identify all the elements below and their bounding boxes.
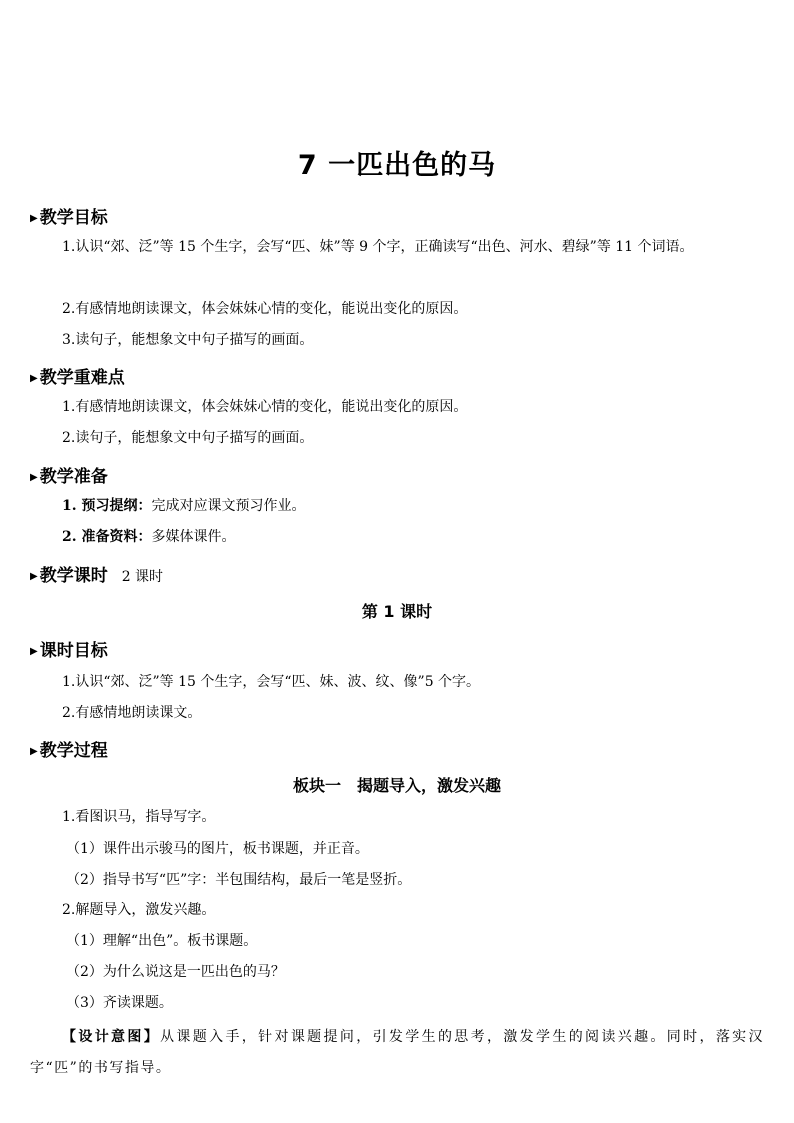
process-line: （2）为什么说这是一匹出色的马？	[66, 964, 285, 980]
prep-item-2	[30, 523, 794, 552]
section-heading-keypoints	[30, 363, 125, 388]
keypoint-item-2: 2.读句子，能想象文中句子描写的画面。	[62, 430, 314, 446]
process-line: （1）理解“出色”。板书课题。	[66, 933, 258, 949]
design-text: 从课题入手，针对课题提问，引发学生的思考，激发学生的阅读兴趣。同时，落实汉字“匹”的书写指导。	[30, 1029, 765, 1076]
prep-label: 2. 准备资料：	[62, 529, 152, 545]
page-title: 7 一匹出色的马	[297, 150, 497, 181]
prep-item-1	[30, 492, 794, 521]
triangle-bullet-icon: ▶	[30, 746, 38, 757]
triangle-bullet-icon: ▶	[30, 571, 38, 582]
block-title: 板块一 揭题导入，激发兴趣	[292, 776, 501, 795]
heading-text: 课时目标	[39, 641, 108, 661]
triangle-bullet-icon: ▶	[30, 373, 38, 384]
section-heading-prep	[30, 462, 108, 487]
heading-text: 教学过程	[39, 741, 108, 761]
process-line: （1）课件出示骏马的图片，板书课题，并正音。	[66, 841, 369, 857]
goal-item-3: 3.读句子，能想象文中句子描写的画面。	[62, 332, 314, 348]
design-intent-paragraph	[30, 1022, 764, 1084]
keypoint-item-1: 1.有感情地朗读课文，体会妹妹心情的变化，能说出变化的原因。	[62, 399, 468, 415]
goal-item-2: 2.有感情地朗读课文，体会妹妹心情的变化，能说出变化的原因。	[62, 301, 468, 317]
lesson-goal-item-1: 1.认识“郊、泛”等 15 个生字，会写“匹、妹、波、纹、像”5 个字。	[62, 674, 481, 690]
heading-text: 教学重难点	[39, 368, 125, 388]
triangle-bullet-icon: ▶	[30, 472, 38, 483]
process-line: （2）指导书写“匹”字：半包围结构，最后一笔是竖折。	[66, 872, 412, 888]
section-heading-hours	[30, 561, 163, 586]
section-heading-lesson-goals	[30, 636, 108, 661]
goal-item-1: 1.认识“郊、泛”等 15 个生字，会写“匹、妹”等 9 个字，正确读写“出色、河水、碧绿”等 11 个词语。	[62, 239, 694, 255]
section-heading-goals	[30, 203, 108, 228]
lesson-goal-item-2: 2.有感情地朗读课文。	[62, 705, 202, 721]
heading-text: 教学课时	[39, 566, 108, 586]
triangle-bullet-icon: ▶	[30, 213, 38, 224]
section-heading-process	[30, 736, 108, 761]
process-line: 1.看图识马，指导写字。	[62, 809, 216, 825]
process-line: 2.解题导入，激发兴趣。	[62, 902, 216, 918]
prep-label: 1. 预习提纲：	[62, 498, 152, 514]
design-label: 【设计意图】	[62, 1029, 161, 1045]
hours-value: 2 课时	[121, 569, 164, 585]
heading-text: 教学目标	[39, 208, 108, 228]
prep-text: 多媒体课件。	[151, 529, 236, 545]
heading-text: 教学准备	[39, 467, 108, 487]
lesson-title: 第 1 课时	[361, 602, 433, 621]
prep-text: 完成对应课文预习作业。	[151, 498, 306, 514]
triangle-bullet-icon: ▶	[30, 646, 38, 657]
process-line: （3）齐读课题。	[66, 995, 173, 1011]
